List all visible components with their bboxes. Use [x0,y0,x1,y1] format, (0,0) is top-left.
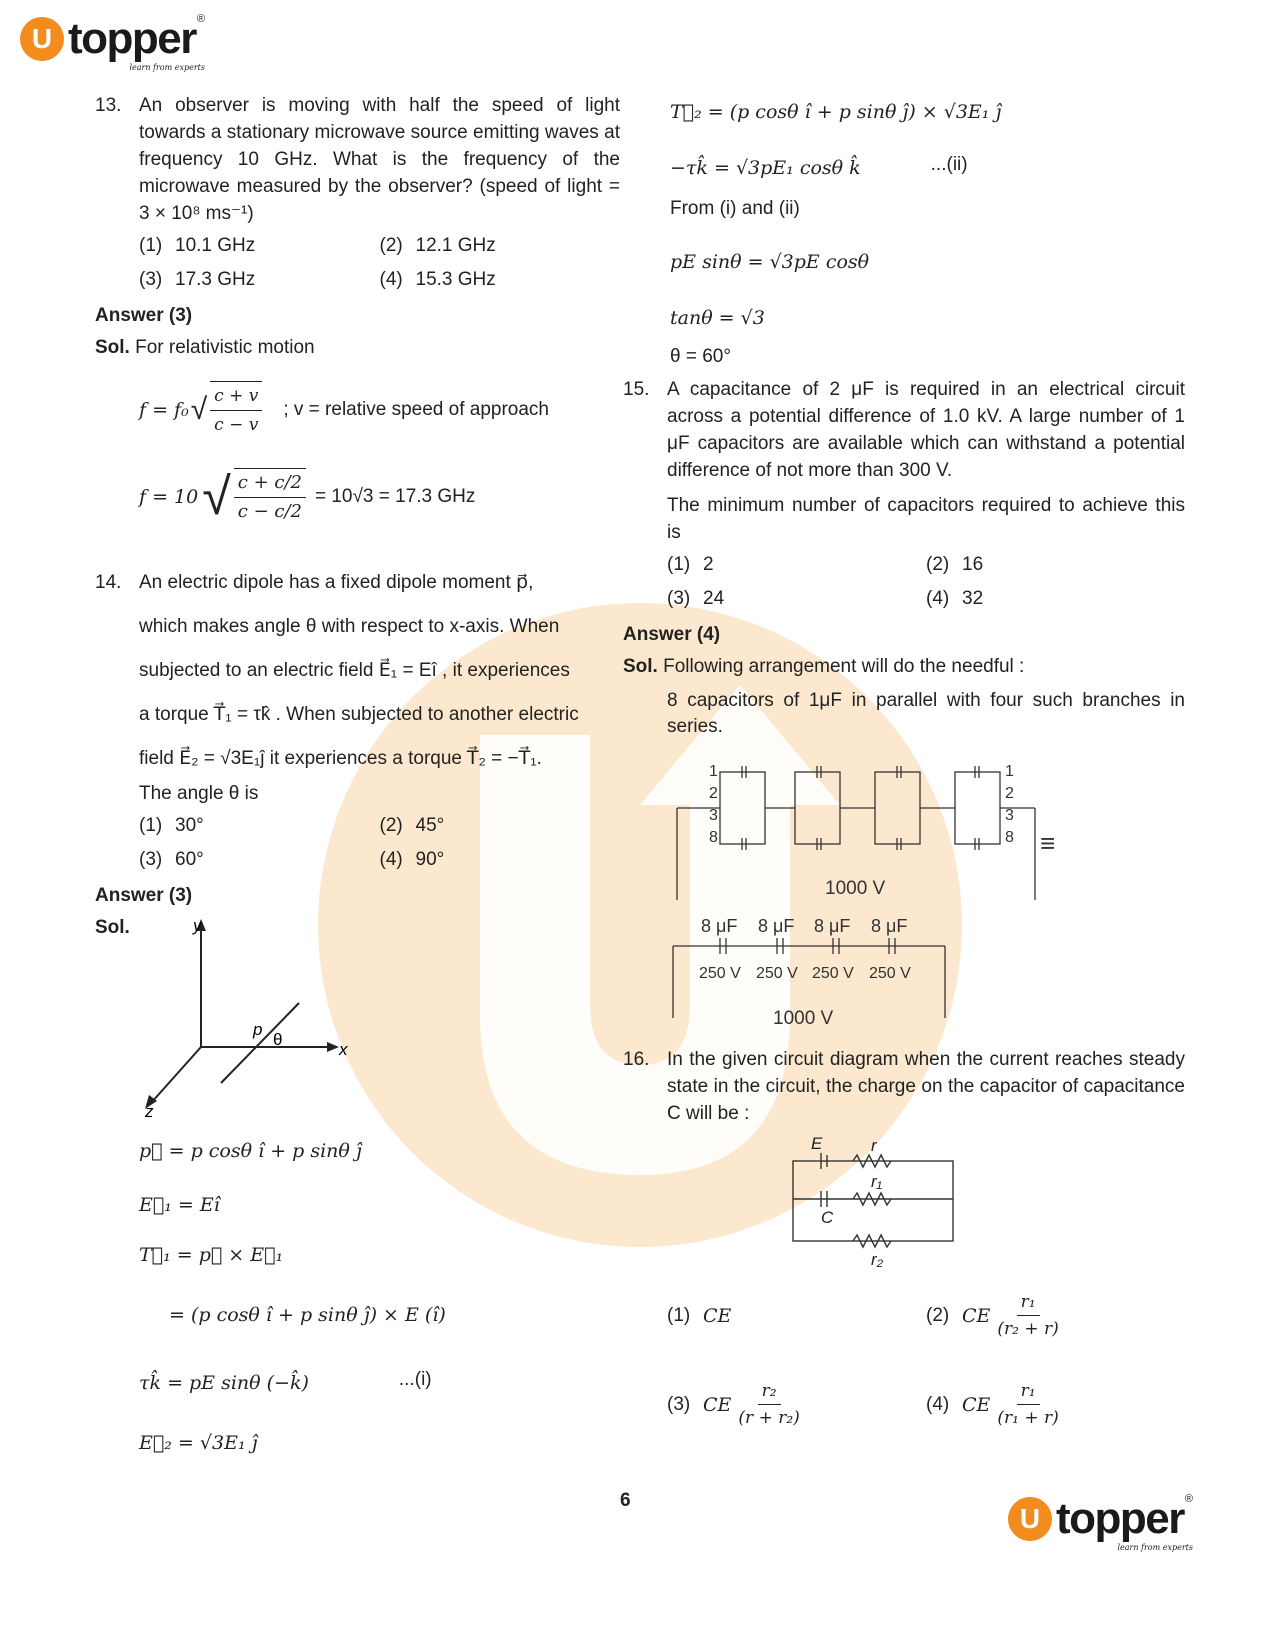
svg-text:r₁: r₁ [871,1172,883,1191]
svg-text:3: 3 [1005,807,1014,824]
logo-wordmark: topper [68,14,196,63]
svg-text:1: 1 [709,763,718,780]
svg-text:p: p [253,1020,263,1039]
question-15: 15. A capacitance of 2 μF is required in an electrical circuit across a potential difference of 1.0 kV. A large number of 1 μF capacitors are available which can withstand a potential difference of not more than 300 V. The minimum number of capacitors required to achieve this is [623,379,1185,543]
option[interactable]: (4) 32 [926,588,984,609]
q15-equivalent-circuit [665,914,965,1034]
q16-circuit-diagram [783,1134,983,1269]
option[interactable]: (3) CE $\frac{\text{r₂}}{\text{(r + r₂)}}$ [667,1378,926,1431]
q14-axes-diagram [135,916,395,1121]
svg-text:250 V: 250 V [756,965,798,982]
option[interactable]: (1) 2 [667,554,714,575]
q14-answer: Answer (3) [95,885,193,906]
option[interactable]: (2) 45° [379,815,445,836]
svg-text:θ: θ [273,1030,283,1049]
option[interactable]: (3) 17.3 GHz [139,269,256,290]
option[interactable]: (4) 15.3 GHz [379,269,496,290]
logo-badge-icon: U [20,17,64,61]
header-logo [20,13,205,72]
logo-wordmark: topper [1056,1494,1184,1543]
svg-text:1: 1 [1005,763,1014,780]
q13-equation-1: f = f₀ √ $\frac{c + v}{c - v}$ ; v = relative speed of approach [139,381,620,439]
logo-registered: ® [1184,1493,1193,1505]
svg-text:r: r [871,1136,877,1155]
question-14: 14. An electric dipole has a fixed dipole moment p⃗, which makes angle θ with respect to x-axis. When subjected to an electric field E⃗₁ = Eî , it experiences a torque T⃗₁ = τk̂ . When subjected to another electric field E⃗₂ = √3E₁ĵ it experiences a torque T⃗₂ = −T⃗₁. The angle θ is [95,572,579,804]
svg-text:8: 8 [709,829,718,846]
svg-text:r₂: r₂ [871,1250,884,1269]
svg-text:E: E [811,1134,823,1153]
svg-text:1000 V: 1000 V [773,1008,834,1029]
svg-text:250 V: 250 V [699,965,741,982]
q14-solution-label: Sol. [95,917,130,938]
page-number: 6 [620,1490,631,1511]
svg-text:y: y [193,916,202,935]
q15-solution-text: 8 capacitors of 1μF in parallel with four such branches in series. [667,690,1185,737]
q13-solution-intro: Sol. For relativistic motion [95,337,315,358]
svg-text:1000 V: 1000 V [825,878,886,899]
option[interactable]: (3) 60° [139,849,204,870]
logo-tagline: learn from experts [1117,1543,1193,1552]
svg-text:z: z [145,1102,154,1121]
svg-text:250 V: 250 V [869,965,911,982]
q13-options [139,233,620,293]
option[interactable]: (4) CE $\frac{\text{r₁}}{\text{(r₁ + r)}}$ [926,1378,1185,1431]
q15-capacitor-network [665,752,1125,902]
svg-text:≡: ≡ [1040,828,1056,858]
option[interactable]: (2) CE $\frac{\text{r₁}}{\text{(r₂ + r)}}$ [926,1289,1185,1342]
svg-text:250 V: 250 V [812,965,854,982]
svg-text:C: C [821,1208,834,1227]
q13-equation-2: f = 10 √ $\frac{c + c/2}{c - c/2}$ = 10√3 = 17.3 GHz [139,468,476,526]
left-column [95,92,620,1457]
question-text: An observer is moving with half the speed of light towards a stationary microwave source emitting waves at frequency 10 GHz. What is the frequency of the microwave measured by the observer? (speed of light = 3 × 10⁸ ms⁻¹) [139,95,620,224]
q14-solution-continued: T⃗₂ = (p cosθ î + p sinθ ĵ) × √3E₁ ĵ −τk̂ = √3pE₁ cosθ k̂ ...(ii) From (i) and (ii) pE sinθ = √3pE cosθ tanθ = √3 θ = 60° [670,101,1002,367]
q15-answer: Answer (4) [623,624,721,645]
option[interactable]: (3) 24 [667,588,725,609]
svg-text:8: 8 [1005,829,1014,846]
logo-badge-icon: U [1008,1497,1052,1541]
option[interactable]: (1) 30° [139,815,204,836]
svg-text:3: 3 [709,807,718,824]
logo-registered: ® [196,13,205,25]
q14-solution-equations: p⃗ = p cosθ î + p sinθ ĵ E⃗₁ = Eî T⃗₁ = p⃗ × E⃗₁ = (p cosθ î + p sinθ ĵ) × E (î) τk̂ = pE sinθ (−k̂) ...(i) E⃗₂ = √3E₁ ĵ [139,1140,446,1454]
svg-text:8 μF: 8 μF [871,916,908,936]
q14-options [139,813,620,873]
q15-options [667,552,1185,612]
question-13 [95,92,620,227]
svg-text:x: x [339,1040,348,1059]
q13-answer: Answer (3) [95,305,193,326]
logo-tagline: learn from experts [129,63,205,72]
option[interactable]: (4) 90° [379,849,445,870]
svg-text:8 μF: 8 μF [701,916,738,936]
question-number: 13. [95,95,122,116]
option[interactable]: (1) CE [667,1304,732,1327]
svg-text:2: 2 [709,785,718,802]
q16-options [667,1289,1185,1431]
q15-solution: Sol. Following arrangement will do the needful : [623,656,1025,677]
svg-text:8 μF: 8 μF [814,916,851,936]
option[interactable]: (1) 10.1 GHz [139,235,256,256]
svg-text:2: 2 [1005,785,1014,802]
option[interactable]: (2) 16 [926,554,984,575]
svg-text:8 μF: 8 μF [758,916,795,936]
footer-logo [1008,1493,1193,1552]
option[interactable]: (2) 12.1 GHz [379,235,496,256]
question-16: 16. In the given circuit diagram when the current reaches steady state in the circuit, the charge on the capacitor of capacitance C will be : [623,1049,1185,1124]
right-column [623,98,1185,1431]
